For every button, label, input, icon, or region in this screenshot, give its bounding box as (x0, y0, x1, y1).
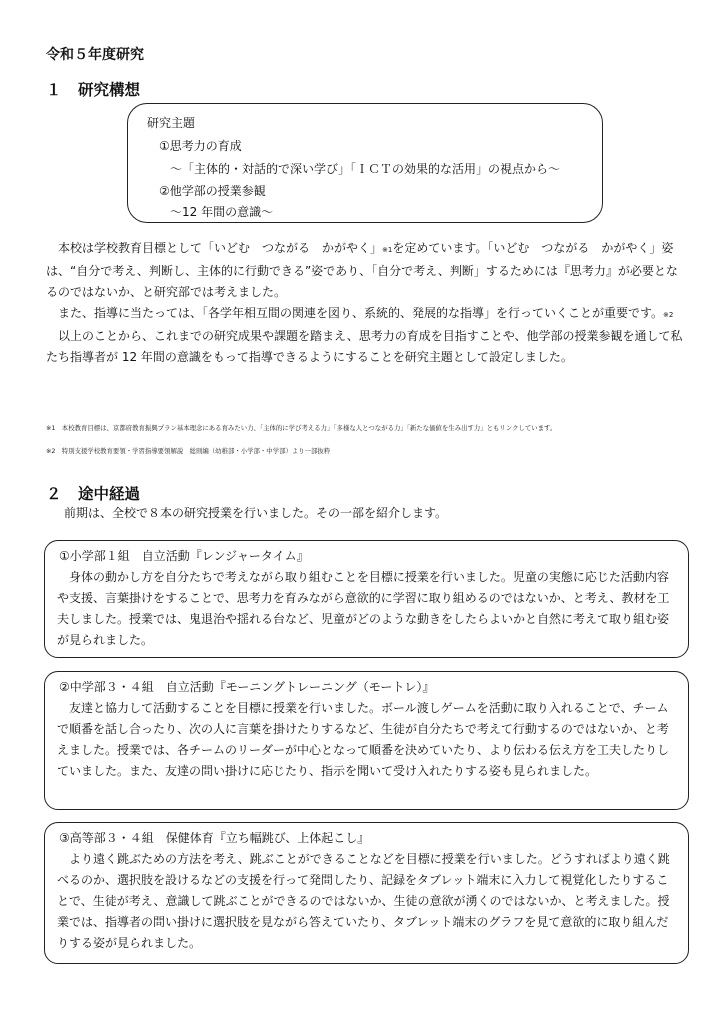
theme-item-2: ②他学部の授業参観 (159, 184, 266, 198)
paragraph-1 (46, 238, 686, 303)
section-1-body (46, 238, 686, 368)
theme-item-1: ①思考力の育成 (159, 139, 242, 153)
footnote-ref-2: ※2 (663, 311, 674, 319)
research-theme-box (127, 103, 603, 223)
section-2-intro: 前期は、全校で８本の研究授業を行いました。その一部を紹介します。 (64, 506, 448, 520)
paragraph-2 (46, 303, 686, 326)
case-title: ③高等部３・４組 保健体育『立ち幅跳び、上体起こし』 (59, 831, 370, 845)
theme-item-2-sub: ～12 年間の意識～ (170, 205, 274, 219)
section-1-number: １ (46, 81, 62, 99)
theme-label: 研究主題 (147, 116, 196, 130)
theme-item-1-sub: ～「主体的・対話的で深い学び」「ＩＣＴの効果的な活用」の視点から～ (170, 162, 561, 176)
section-1-title: 研究構想 (78, 81, 141, 99)
case-body: より遠く跳ぶための方法を考え、跳ぶことができることなどを目標に授業を行いました。どうすればより遠く跳べるのか、選択肢を設けるなどの支援を行って発問したり、記録をタブレット端末に入力して視覚化したりすることで、生徒が考え、意識して跳ぶことができるのではないか、生徒の意欲が湧くのではないか、と考えました。授業では、指導者の問い掛けに選択肢を見ながら答えていたり、タブレット端末のグラフを見て意欲的に取り組んだりする姿が見られました。 (57, 852, 670, 950)
case-body: 友達と協力して活動することを目標に授業を行いました。ボール渡しゲームを活動に取り入れることで、チームで順番を話し合ったり、次の人に言葉を掛けたりするなど、生徒が自分たちで考えて行動するのではないか、と考えました。授業では、各チームのリーダーが中心となって順番を決めていたり、より伝わる伝え方を工夫したりしていました。また、友達の問い掛けに応じたり、指示を聞いて受け入れたりする姿も見られました。 (57, 701, 670, 778)
page-title: 令和５年度研究 (46, 47, 144, 63)
footnote-ref-1: ※1 (382, 246, 393, 254)
case-box-3 (44, 822, 689, 964)
footnote-2: ※2 特別支援学校教育要領・学習指導要領解説 総則編（幼稚部・小学部・中学部）より一部抜粋 (46, 447, 331, 455)
paragraph-1-part-b: を定めています。「いどむ つながる かがやく」姿は、“自分で考え、判断し、主体的に行動できる”姿であり、「自分で考え、判断」するためには『思考力』が必要となるのではないか、と研究部では考えました。 (46, 241, 678, 299)
section-2-heading (46, 482, 140, 504)
paragraph-2-text: また、指導に当たっては、「各学年相互間の関連を図り、系統的、発展的な指導」を行っていくことが重要です。 (46, 306, 664, 320)
case-box-2 (44, 671, 689, 810)
paragraph-1-part-a: 本校は学校教育目標として「いどむ つながる かがやく」 (46, 241, 383, 255)
case-body: 身体の動かし方を自分たちで考えながら取り組むことを目標に授業を行いました。児童の実態に応じた活動内容や支援、言葉掛けをすることで、思考力を育みながら意欲的に学習に取り組めるのではないか、と考え、教材を工夫しました。授業では、鬼退治や揺れる台など、児童がどのような動きをしたらよいかと自然に考えて取り組む姿が見られました。 (57, 570, 670, 647)
section-2-title: 途中経過 (78, 485, 141, 503)
footnote-1: ※1 本校教育目標は、京都府教育振興プラン基本理念にある育みたい力、「主体的に学び考える力」「多様な人とつながる力」「新たな価値を生み出す力」ともリンクしています。 (46, 424, 557, 432)
section-1-heading (46, 78, 140, 100)
case-title: ①小学部１組 自立活動『レンジャータイム』 (59, 549, 309, 563)
case-box-1 (44, 540, 689, 658)
paragraph-3: 以上のことから、これまでの研究成果や課題を踏まえ、思考力の育成を目指すことや、他学部の授業参観を通して私たち指導者が 12 年間の意識をもって指導できるようにすることを研究主題として設定しました。 (46, 329, 683, 364)
case-title: ②中学部３・４組 自立活動『モーニングトレーニング（モートレ）』 (59, 680, 435, 694)
section-2-number: ２ (46, 485, 62, 503)
